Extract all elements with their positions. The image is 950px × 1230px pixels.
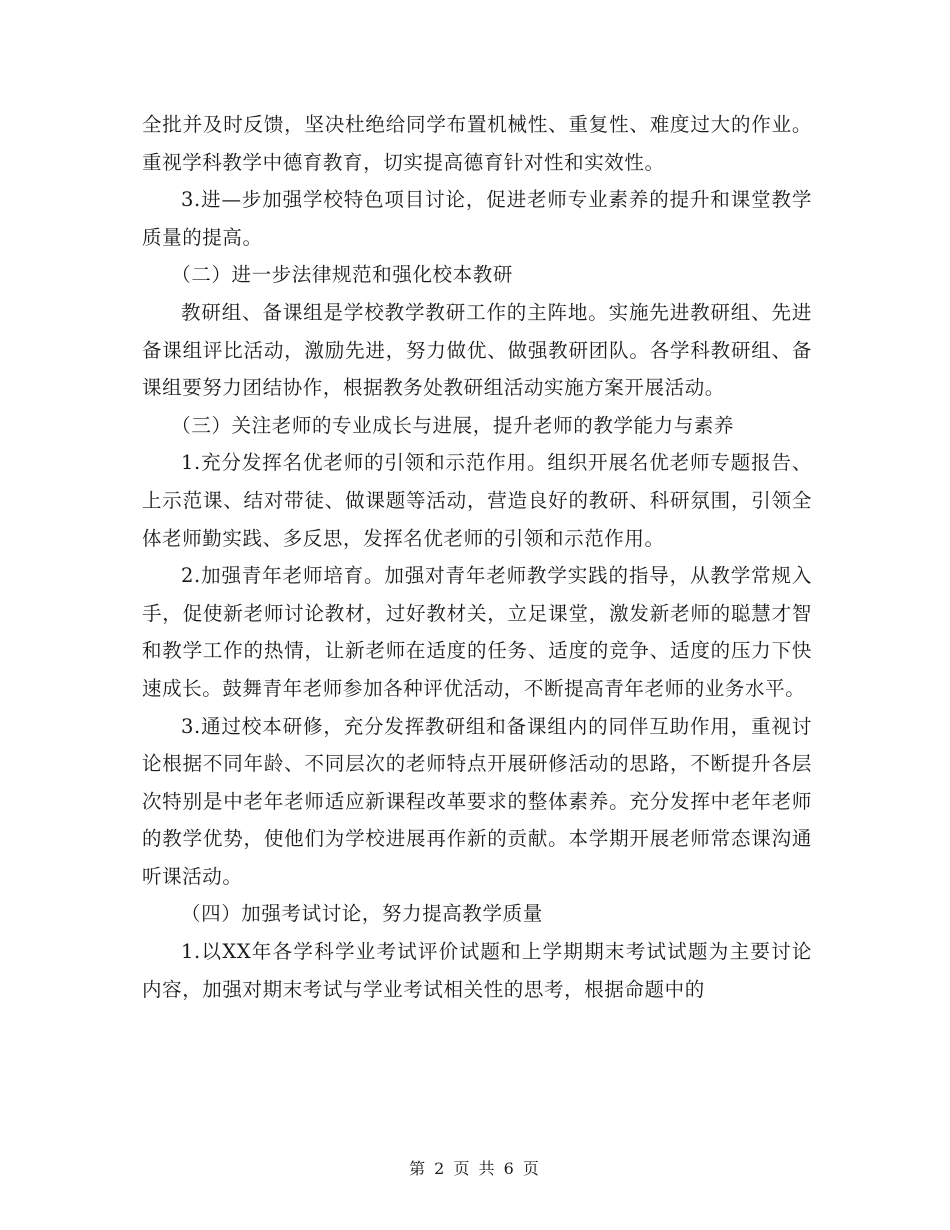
section-heading-3: （三）关注老师的专业成长与进展，提升老师的教学能力与素养 bbox=[171, 413, 735, 437]
paragraph-1: 全批并及时反馈，坚决杜绝给同学布置机械性、重复性、难度过大的作业。重视学科教学中德育教育，切实提高德育针对性和实效性。 bbox=[142, 113, 812, 174]
paragraph-7: 1.以XX年各学科学业考试评价试题和上学期期末考试试题为主要讨论内容，加强对期末考试与学业考试相关性的思考，根据命题中的 bbox=[142, 940, 812, 1001]
section-heading-4: （四）加强考试讨论，努力提高教学质量 bbox=[181, 902, 543, 926]
paragraph-4: 1.充分发挥名优老师的引领和示范作用。组织开展名优老师专题报告、上示范课、结对带徒、做课题等活动，营造良好的教研、科研氛围，引领全体老师勤实践、多反思，发挥名优老师的引领和示范作用。 bbox=[142, 451, 812, 550]
paragraph-3: 教研组、备课组是学校教学教研工作的主阵地。实施先进教研组、先进备课组评比活动，激励先进，努力做优、做强教研团队。各学科教研组、备课组要努力团结协作，根据教务处教研组活动实施方案开展活动。 bbox=[142, 300, 812, 400]
paragraph-2: 3.进—步加强学校特色项目讨论，促进老师专业素养的提升和课堂教学质量的提高。 bbox=[142, 188, 812, 249]
paragraph-5: 2.加强青年老师培育。加强对青年老师教学实践的指导，从教学常规入手，促使新老师讨论教材，过好教材关，立足课堂，激发新老师的聪慧才智和教学工作的热情，让新老师在适度的任务、适度的竞争、适度的压力下快速成长。鼓舞青年老师参加各种评优活动，不断提高青年老师的业务水平。 bbox=[142, 564, 812, 700]
section-heading-2: （二）进一步法律规范和强化校本教研 bbox=[171, 263, 513, 287]
paragraph-6: 3.通过校本研修，充分发挥教研组和备课组内的同伴互助作用，重视讨论根据不同年龄、不同层次的老师特点开展研修活动的思路，不断提升各层次特别是中老年老师适应新课程改革要求的整体素养。充分发挥中老年老师的教学优势，使他们为学校进展再作新的贡献。本学期开展老师常态课沟通听课活动。 bbox=[142, 714, 812, 888]
document-body bbox=[142, 106, 812, 1008]
page-number-footer: 第 2 页 共 6 页 bbox=[409, 1159, 541, 1178]
